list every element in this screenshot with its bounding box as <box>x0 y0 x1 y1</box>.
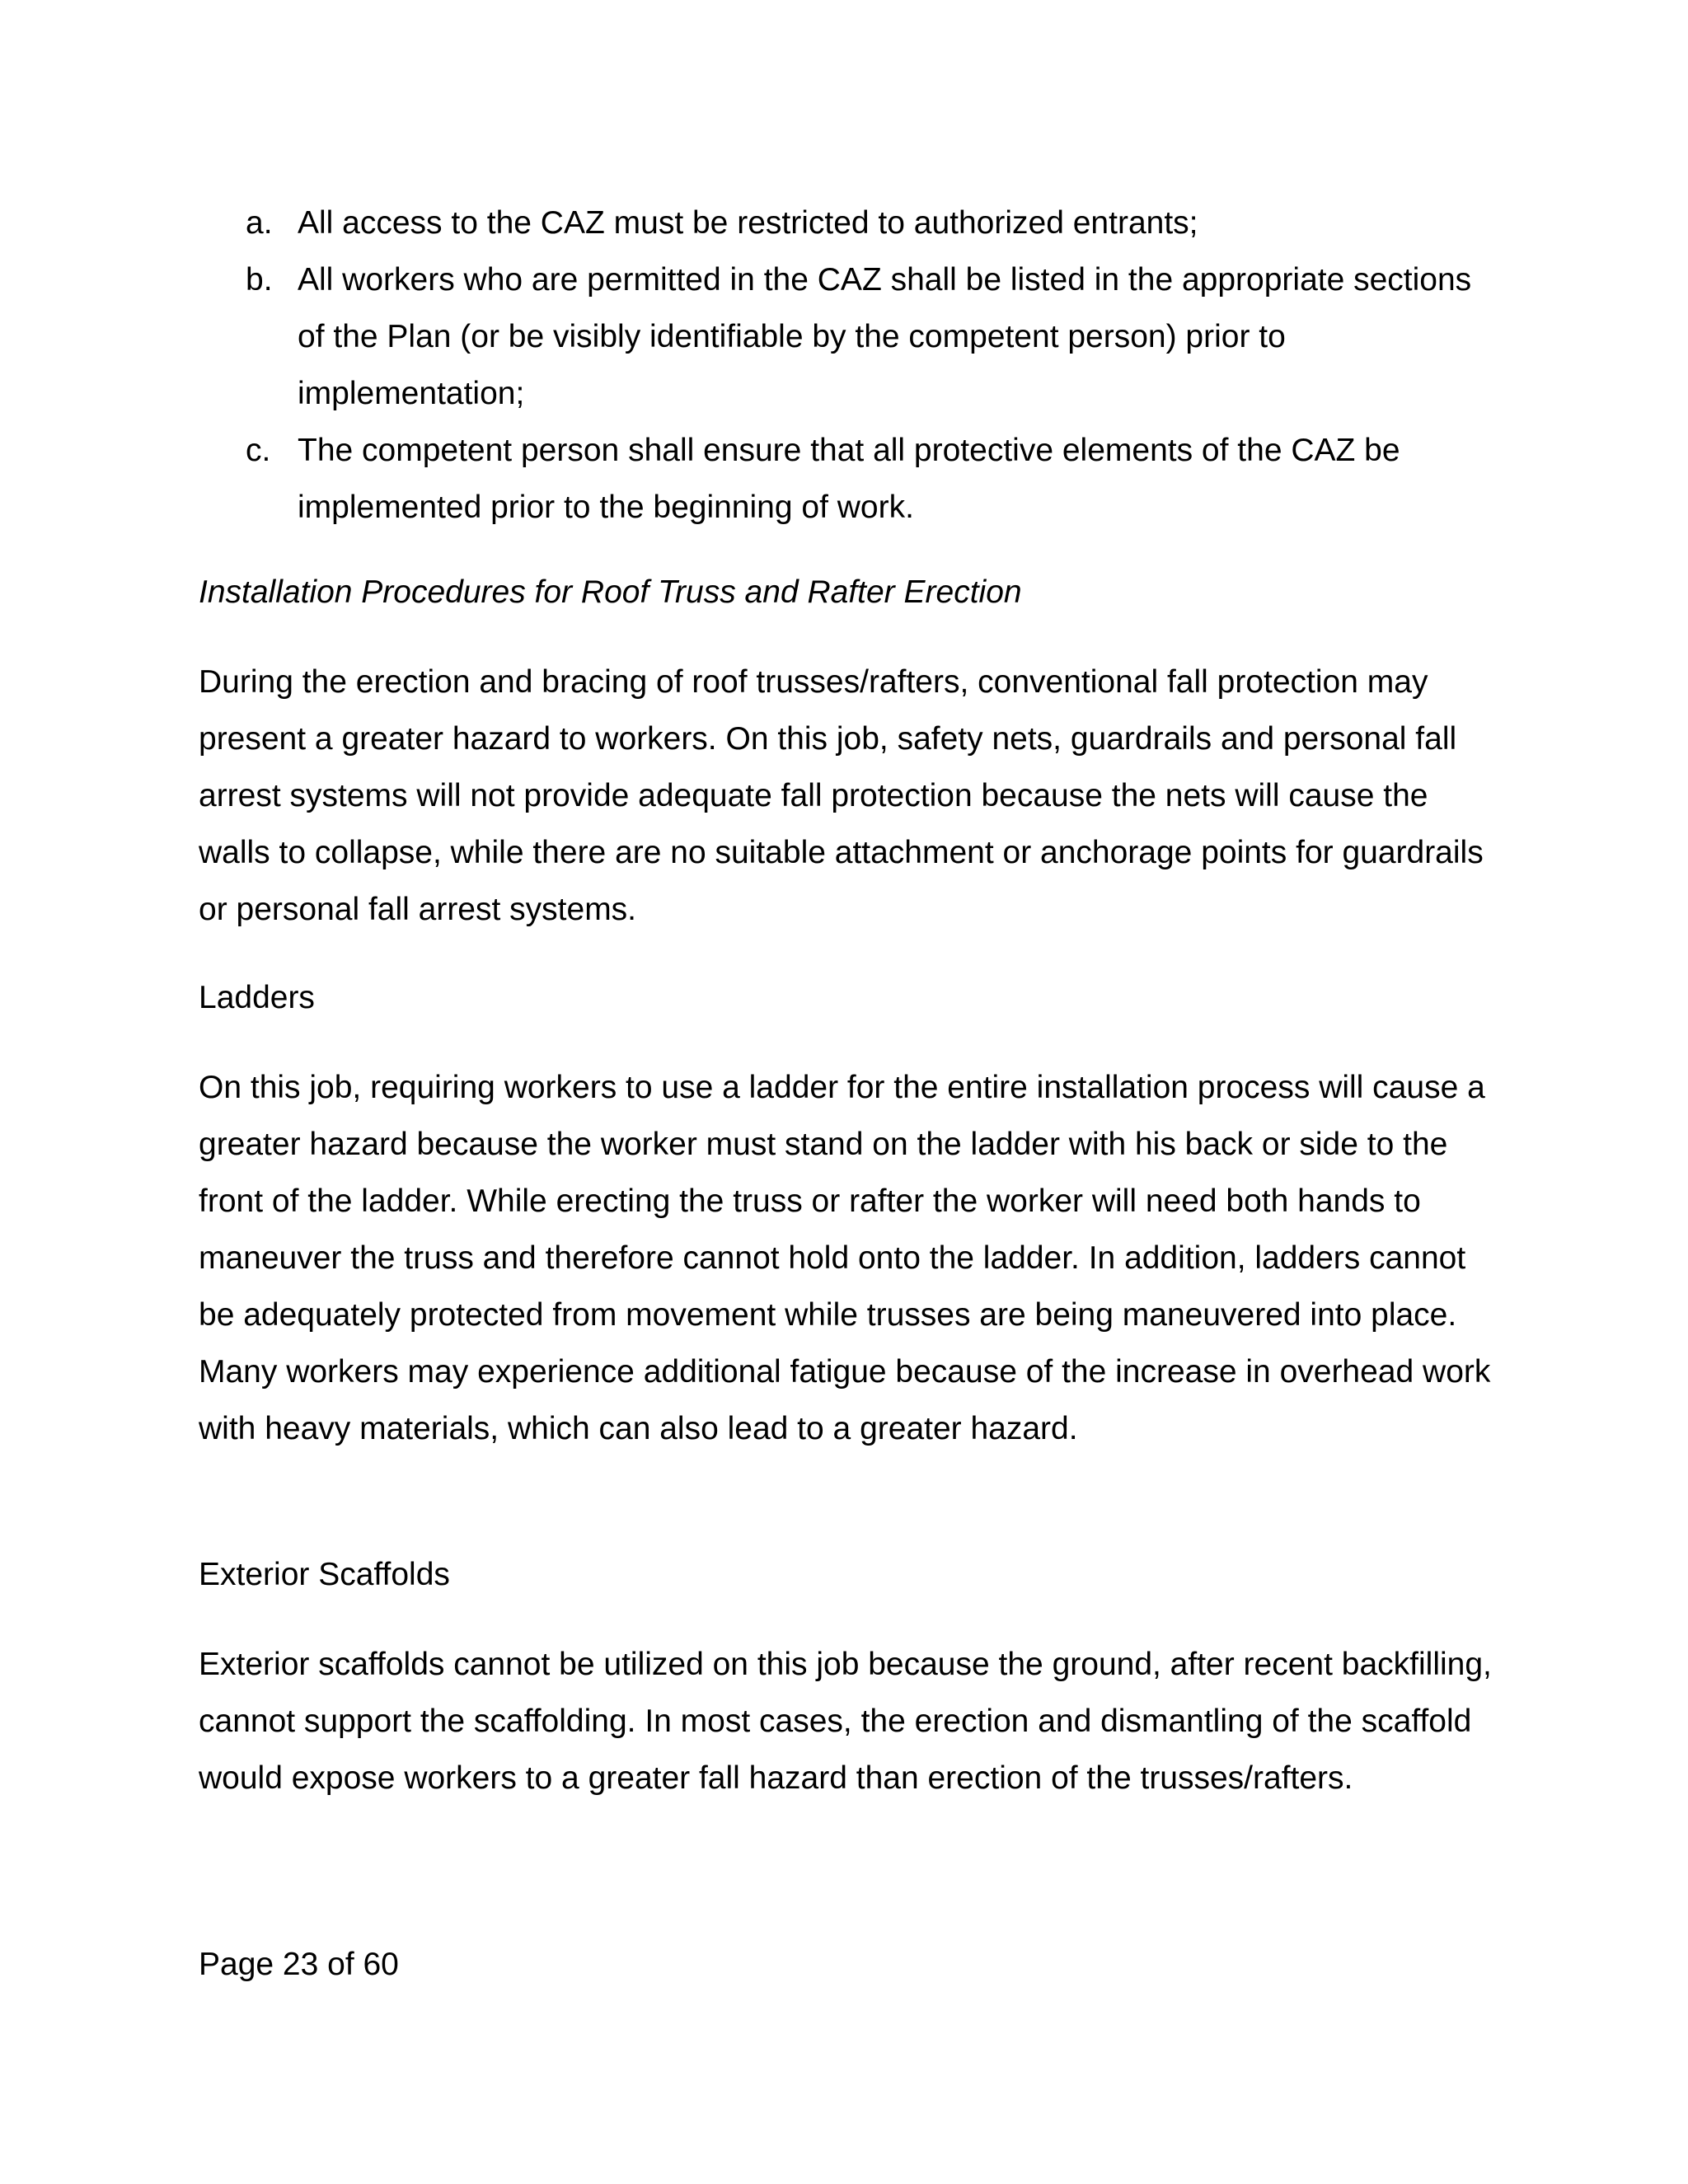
list-item-text: All workers who are permitted in the CAZ shall be listed in the appropriate sections of the Plan (or be visibly identifiable by the competent person) prior to implementation; <box>298 262 1472 411</box>
ladders-paragraph: On this job, requiring workers to use a ladder for the entire installation process will cause a greater hazard because the worker must stand on the ladder with his back or side to the front of the ladder. While erecting the truss or rafter the worker will need both hands to maneuver the truss and therefore cannot hold onto the ladder. In addition, ladders cannot be adequately protected from movement while trusses are being maneuvered into place. Many workers may experience additional fatigue because of the increase in overhead work with heavy materials, which can also lead to a greater hazard. <box>199 1070 1491 1446</box>
ladders-heading: Ladders <box>199 980 315 1015</box>
document-page <box>199 0 1501 2184</box>
page-number: Page 23 of 60 <box>199 1947 399 1982</box>
roof-truss-heading: Installation Procedures for Roof Truss and Rafter Erection <box>199 574 1022 610</box>
list-item-text: All access to the CAZ must be restricted to authorized entrants; <box>298 205 1198 241</box>
caz-requirements-list <box>199 194 1501 536</box>
roof-truss-paragraph: During the erection and bracing of roof trusses/rafters, conventional fall protection may present a greater hazard to workers. On this job, safety nets, guardrails and personal fall arrest systems will not provide adequate fall protection because the nets will cause the walls to collapse, while there are no suitable attachment or anchorage points for guardrails or personal fall arrest systems. <box>199 664 1484 927</box>
list-item <box>199 422 1501 536</box>
exterior-scaffolds-paragraph: Exterior scaffolds cannot be utilized on this job because the ground, after recent backfilling, cannot support the scaffolding. In most cases, the erection and dismantling of the scaffold would expose workers to a greater fall hazard than erection of the trusses/rafters. <box>199 1647 1492 1796</box>
list-marker: b. <box>246 262 273 298</box>
exterior-scaffolds-heading: Exterior Scaffolds <box>199 1557 450 1592</box>
list-item <box>199 194 1501 251</box>
list-marker: a. <box>246 205 273 241</box>
list-item <box>199 251 1501 422</box>
list-item-text: The competent person shall ensure that all protective elements of the CAZ be implemented prior to the beginning of work. <box>298 433 1400 525</box>
list-marker: c. <box>246 433 271 468</box>
